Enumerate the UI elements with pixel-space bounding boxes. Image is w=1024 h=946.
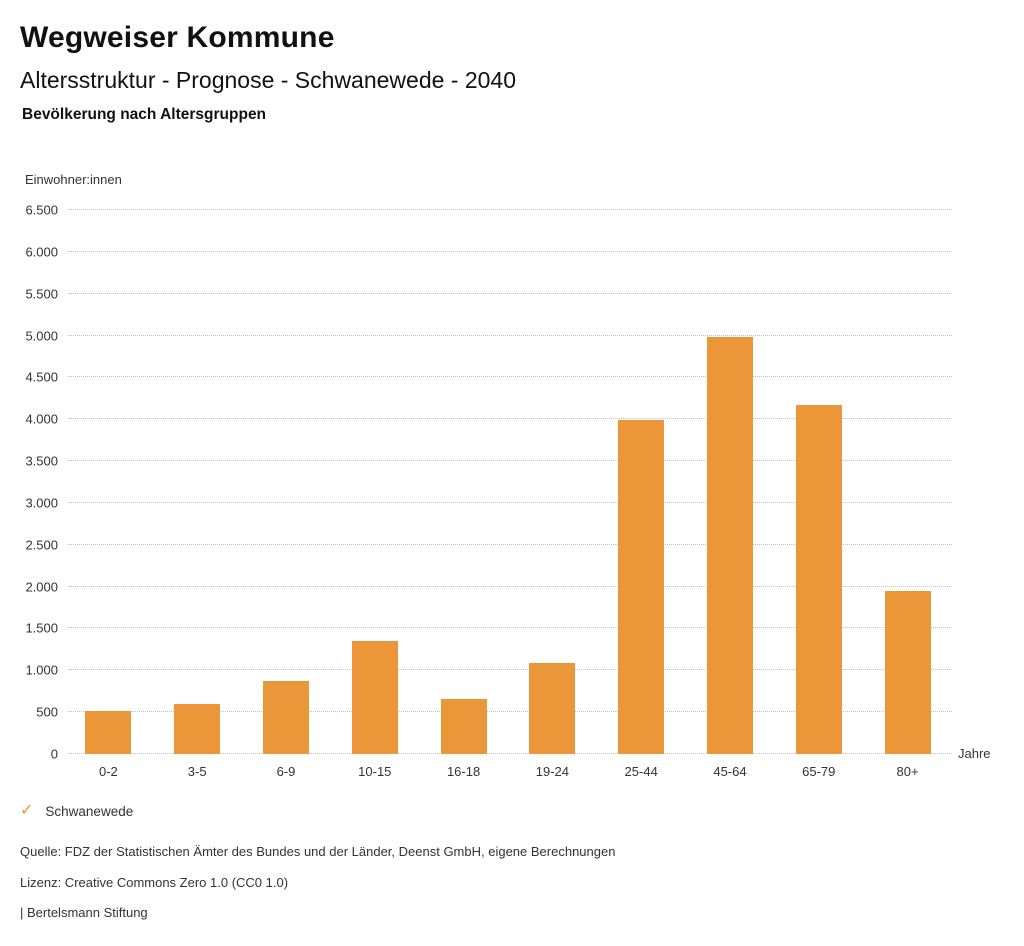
y-tick-label: 2.500 [25,537,58,553]
y-tick-label: 3.500 [25,453,58,469]
y-tick-label: 1.000 [25,662,58,678]
bar-80+[interactable] [885,591,931,754]
y-tick-label: 6.500 [25,202,58,218]
x-tick-label: 3-5 [187,764,207,779]
y-tick-label: 4.500 [25,369,58,385]
bars-row [64,210,952,754]
bar-slot [330,210,419,754]
bar-16-18[interactable] [441,699,487,754]
bar-45-64[interactable] [707,337,753,754]
bar-slot [508,210,597,754]
bar-slot [686,210,775,754]
x-tick-label: 0-2 [99,764,118,779]
y-tick-label: 5.000 [25,328,58,344]
x-tick-label: 25-44 [624,764,658,779]
bar-65-79[interactable] [796,405,842,754]
x-tick-label: 10-15 [358,764,392,779]
bar-slot [153,210,242,754]
bar-slot [774,210,863,754]
y-axis-unit-label: Einwohner:innen [25,172,122,187]
bar-19-24[interactable] [529,663,575,754]
bar-slot [242,210,331,754]
check-icon: ✓ [20,802,34,819]
y-tick-label: 0 [50,746,58,762]
legend-item-schwanewede[interactable] [20,803,133,819]
bar-10-15[interactable] [352,641,398,754]
y-tick-label: 4.000 [25,411,58,427]
attribution-note: | Bertelsmann Stiftung [20,905,148,920]
bar-25-44[interactable] [618,420,664,754]
x-tick-label: 80+ [896,764,919,779]
x-tick-label: 19-24 [535,764,569,779]
legend-label: Schwanewede [45,803,134,819]
bar-slot [863,210,952,754]
x-tick-label: 16-18 [446,764,481,779]
x-tick-label: 6-9 [276,764,296,779]
page-subtitle: Altersstruktur - Prognose - Schwanewede - 2040 [20,67,517,93]
bar-slot [597,210,686,754]
y-tick-label: 3.000 [25,495,58,511]
y-tick-label: 1.500 [25,620,58,636]
bar-3-5[interactable] [174,704,220,754]
bar-slot [64,210,153,754]
y-tick-label: 6.000 [25,244,58,260]
x-tick-label: 65-79 [802,764,836,779]
page-title: Wegweiser Kommune [20,21,335,54]
x-tick-label: 45-64 [713,764,747,779]
license-note: Lizenz: Creative Commons Zero 1.0 (CC0 1.0) [20,875,289,890]
x-axis-unit-label: Jahre [958,746,991,761]
y-tick-label: 500 [36,704,58,720]
y-tick-label: 5.500 [25,286,58,302]
bar-slot [419,210,508,754]
bar-6-9[interactable] [263,681,309,754]
y-axis-tick-labels [0,202,58,762]
y-tick-label: 2.000 [25,579,58,595]
plot-area [64,210,952,754]
x-axis-tick-labels [64,764,952,779]
chart-heading: Bevölkerung nach Altersgruppen [22,106,267,123]
bar-0-2[interactable] [85,711,131,754]
source-note: Quelle: FDZ der Statistischen Ämter des Bundes und der Länder, Deenst GmbH, eigene Berechnungen [20,844,616,859]
